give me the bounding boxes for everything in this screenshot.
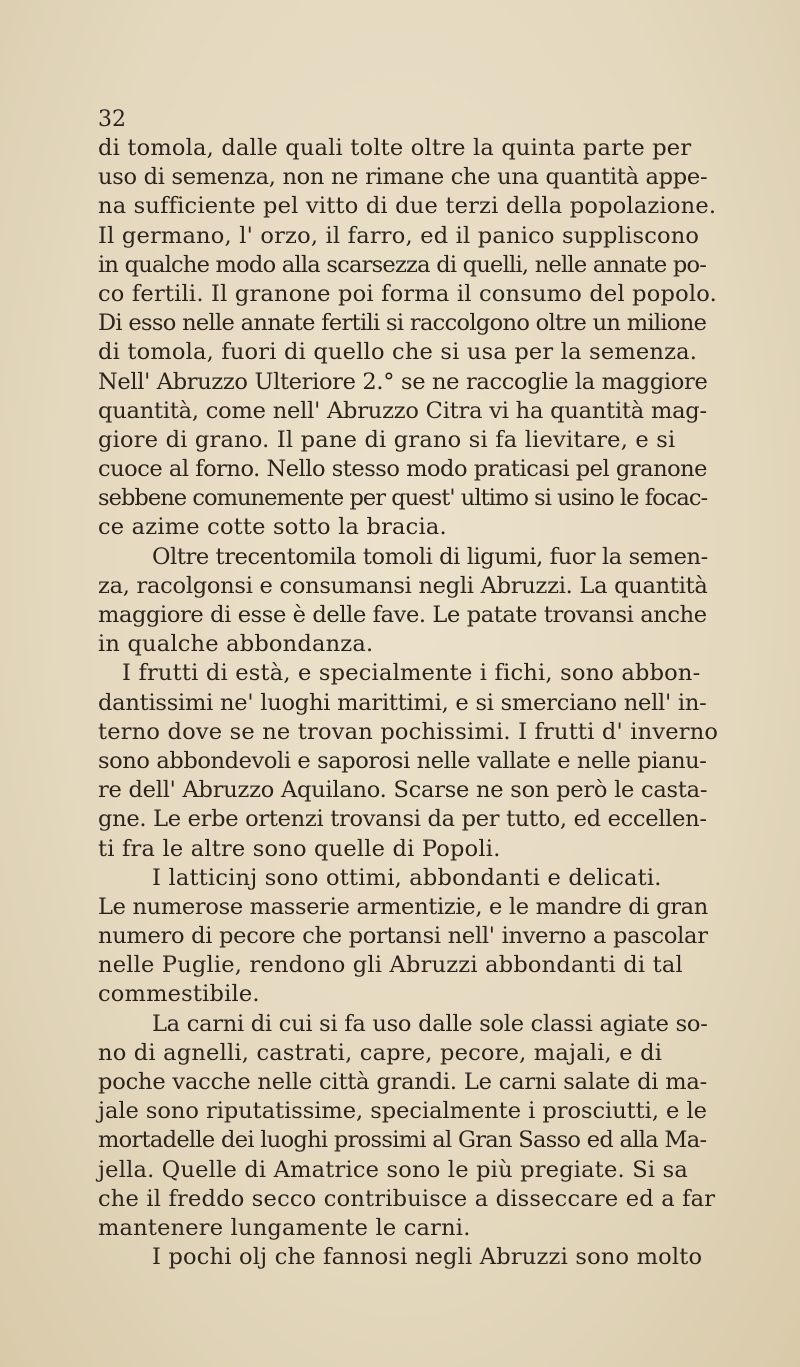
text-line: maggiore di esse è delle fave. Le patate trovansi anche [98, 602, 707, 628]
text-line: ti fra le altre sono quelle di Popoli. [98, 835, 501, 862]
text-line: terno dove se ne trovan pochissimi. I frutti d' inverno [98, 718, 719, 745]
text-line: mantenere lungamente le carni. [98, 1214, 471, 1241]
text-line: ce azime cotte sotto la bracia. [98, 514, 447, 541]
text-line: Il germano, l' orzo, il farro, ed il panico suppliscono [98, 222, 700, 249]
text-line: cuoce al forno. Nello stesso modo praticasi pel granone [98, 456, 708, 483]
text-line: mortadelle dei luoghi prossimi al Gran Sasso ed alla Ma- [98, 1127, 707, 1154]
text-line: za, racolgonsi e consumansi negli Abruzzi. La quantità [98, 572, 708, 599]
text-line: no di agnelli, castrati, capre, pecore, majali, e di [98, 1039, 663, 1066]
text-line: di tomola, dalle quali tolte oltre la quinta parte per [98, 135, 692, 161]
text-line: I pochi olj che fannosi negli Abruzzi sono molto [152, 1244, 703, 1271]
text-line: Le numerose masserie armentizie, e le mandre di gran [98, 893, 708, 920]
text-line: Nell' Abruzzo Ulteriore 2.° se ne raccoglie la maggiore [98, 368, 708, 395]
text-line: I latticinj sono ottimi, abbondanti e delicati. [152, 864, 662, 891]
text-line: giore di grano. Il pane di grano si fa lievitare, e si [98, 426, 676, 453]
body-text [98, 134, 718, 1272]
text-line: commestibile. [98, 981, 260, 1008]
page-number: 32 [98, 107, 126, 132]
text-line: in qualche modo alla scarsezza di quelli, nelle annate po- [98, 251, 707, 278]
text-line: jale sono riputatissime, specialmente i prosciutti, e le [98, 1098, 707, 1125]
text-line: sebbene comunemente per quest' ultimo si usino le focac- [98, 485, 708, 512]
text-line: Di esso nelle annate fertili si raccolgono oltre un milione [98, 310, 707, 337]
text-line: La carni di cui si fa uso dalle sole classi agiate so- [152, 1010, 708, 1037]
text-line: re dell' Abruzzo Aquilano. Scarse ne son però le casta- [98, 777, 708, 804]
text-line: jella. Quelle di Amatrice sono le più pregiate. Si sa [98, 1156, 688, 1183]
text-line: gne. Le erbe ortenzi trovansi da per tutto, ed eccellen- [98, 806, 707, 833]
text-line: dantissimi ne' luoghi marittimi, e si smerciano nell' in- [98, 689, 707, 716]
text-line: poche vacche nelle città grandi. Le carni salate di ma- [98, 1069, 708, 1095]
text-line: co fertili. Il granone poi forma il consumo del popolo. [98, 280, 717, 307]
text-line: sono abbondevoli e saporosi nelle vallate e nelle pianu- [98, 747, 707, 774]
text-line: numero di pecore che portansi nell' inverno a pascolar [98, 923, 708, 950]
text-line: nelle Puglie, rendono gli Abruzzi abbondanti di tal [98, 952, 683, 979]
text-line: di tomola, fuori di quello che si usa per la semenza. [98, 339, 698, 366]
text-line: che il freddo secco contribuisce a disseccare ed a far [98, 1185, 716, 1212]
text-line: quantità, come nell' Abruzzo Citra vi ha quantità mag- [98, 397, 707, 424]
text-line: na sufficiente pel vitto di due terzi della popolazione. [98, 193, 717, 220]
text-line: uso di semenza, non ne rimane che una quantità appe- [98, 164, 708, 191]
text-line: Oltre trecentomila tomoli di ligumi, fuor la semen- [152, 543, 708, 570]
text-line: I frutti di està, e specialmente i fichi, sono abbon- [122, 660, 701, 687]
text-line: in qualche abbondanza. [98, 631, 374, 658]
